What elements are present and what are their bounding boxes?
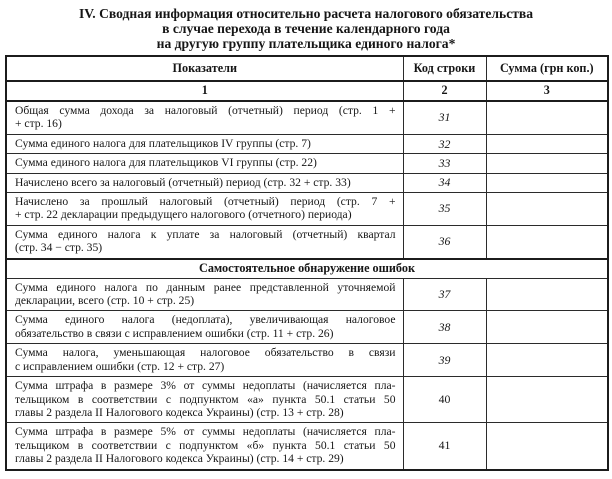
indicator-cell bbox=[6, 101, 403, 134]
row-code: 33 bbox=[403, 154, 486, 173]
sum-cell bbox=[486, 193, 608, 226]
row-code: 39 bbox=[403, 344, 486, 377]
table-row bbox=[6, 423, 608, 470]
indicator-text-line: главы 2 раздела II Налогового кодекса Украины) (стр. 14 + стр. 29) bbox=[15, 452, 344, 466]
table-body bbox=[6, 101, 608, 470]
table-header-row bbox=[6, 56, 608, 81]
section-header: Самостоятельное обнаружение ошибок bbox=[6, 259, 608, 279]
table-row bbox=[6, 311, 608, 344]
indicator-text-line: Сумма единого налога для плательщиков IV группы (стр. 7) bbox=[15, 136, 311, 150]
indicator-cell bbox=[6, 311, 403, 344]
sum-cell bbox=[486, 278, 608, 311]
indicator-text-line: декларации, всего (стр. 10 + стр. 25) bbox=[15, 294, 195, 308]
row-code: 34 bbox=[403, 173, 486, 192]
indicator-text-line: тельщиком в соответствии с подпунктом «б» пункта 50.1 статьи 50 bbox=[15, 438, 396, 452]
column-header-indicators: Показатели bbox=[6, 56, 403, 81]
row-code: 32 bbox=[403, 134, 486, 153]
column-header-code: Код строки bbox=[403, 56, 486, 81]
indicator-cell bbox=[6, 173, 403, 192]
column-number-3: 3 bbox=[486, 81, 608, 101]
indicator-text-line: с исправлением ошибки (стр. 12 + стр. 27) bbox=[15, 359, 225, 373]
indicator-cell bbox=[6, 225, 403, 258]
indicator-text-line: Сумма единого налога по данным ранее представленной уточняемой bbox=[15, 280, 396, 294]
title-line-2: в случае перехода в течение календарного года bbox=[162, 21, 450, 36]
sum-cell bbox=[486, 154, 608, 173]
indicator-text-line: Начислено всего за налоговый (отчетный) период (стр. 32 + стр. 33) bbox=[15, 175, 351, 189]
indicator-cell bbox=[6, 193, 403, 226]
row-code: 37 bbox=[403, 278, 486, 311]
indicator-text-line: Сумма налога, уменьшающая налоговое обязательство в связи bbox=[15, 346, 396, 360]
sum-cell bbox=[486, 423, 608, 470]
section-header-row bbox=[6, 259, 608, 279]
indicator-cell bbox=[6, 377, 403, 423]
indicator-text-line: Начислено за прошлый налоговый (отчетный) период (стр. 7 + bbox=[15, 195, 396, 209]
table-row bbox=[6, 344, 608, 377]
indicator-text-line: обязательство в связи с исправлением ошибки (стр. 11 + стр. 26) bbox=[15, 326, 334, 340]
table-row bbox=[6, 134, 608, 153]
table-row bbox=[6, 101, 608, 134]
section-title bbox=[5, 6, 607, 51]
sum-cell bbox=[486, 225, 608, 258]
column-numbers-row bbox=[6, 81, 608, 101]
title-line-1: IV. Сводная информация относительно расчета налогового обязательства bbox=[78, 6, 534, 21]
sum-cell bbox=[486, 311, 608, 344]
table-row bbox=[6, 173, 608, 192]
tax-summary-table bbox=[5, 55, 609, 471]
title-line-3: на другую группу плательщика единого налога* bbox=[156, 36, 456, 51]
indicator-text-line: Общая сумма дохода за налоговый (отчетный) период (стр. 1 + bbox=[15, 104, 396, 117]
indicator-text-line: главы 2 раздела II Налогового кодекса Украины) (стр. 13 + стр. 28) bbox=[15, 405, 344, 419]
sum-cell bbox=[486, 173, 608, 192]
sum-cell bbox=[486, 377, 608, 423]
indicator-text-line: Сумма штрафа в размере 5% от суммы недоплаты (начисляется пла- bbox=[15, 425, 396, 439]
row-code: 35 bbox=[403, 193, 486, 226]
indicator-text-line: Сумма единого налога (недоплата), увеличивающая налоговое bbox=[15, 313, 396, 327]
row-code: 36 bbox=[403, 225, 486, 258]
indicator-text-line: Сумма единого налога к уплате за налоговый (отчетный) квартал bbox=[15, 227, 396, 241]
column-number-2: 2 bbox=[403, 81, 486, 101]
row-code: 40 bbox=[403, 377, 486, 423]
row-code: 38 bbox=[403, 311, 486, 344]
indicator-text-line: Сумма единого налога для плательщиков VI группы (стр. 22) bbox=[15, 156, 317, 170]
indicator-text-line: + стр. 22 декларации предыдущего налогового (отчетного) периода) bbox=[15, 208, 352, 222]
table-row bbox=[6, 377, 608, 423]
sum-cell bbox=[486, 101, 608, 134]
column-header-sum: Сумма (грн коп.) bbox=[486, 56, 608, 81]
row-code: 31 bbox=[403, 101, 486, 134]
table-row bbox=[6, 154, 608, 173]
indicator-text-line: Сумма штрафа в размере 3% от суммы недоплаты (начисляется пла- bbox=[15, 379, 396, 393]
sum-cell bbox=[486, 344, 608, 377]
indicator-cell bbox=[6, 344, 403, 377]
indicator-text-line: тельщиком в соответствии с подпунктом «а» пункта 50.1 статьи 50 bbox=[15, 392, 396, 406]
row-code: 41 bbox=[403, 423, 486, 470]
indicator-cell bbox=[6, 154, 403, 173]
table-row bbox=[6, 193, 608, 226]
indicator-cell bbox=[6, 134, 403, 153]
table-row bbox=[6, 278, 608, 311]
column-number-1: 1 bbox=[6, 81, 403, 101]
indicator-cell bbox=[6, 423, 403, 470]
indicator-text-line: (стр. 34 − стр. 35) bbox=[15, 241, 103, 255]
table-row bbox=[6, 225, 608, 258]
indicator-text-line: + стр. 16) bbox=[15, 117, 62, 131]
sum-cell bbox=[486, 134, 608, 153]
indicator-cell bbox=[6, 278, 403, 311]
